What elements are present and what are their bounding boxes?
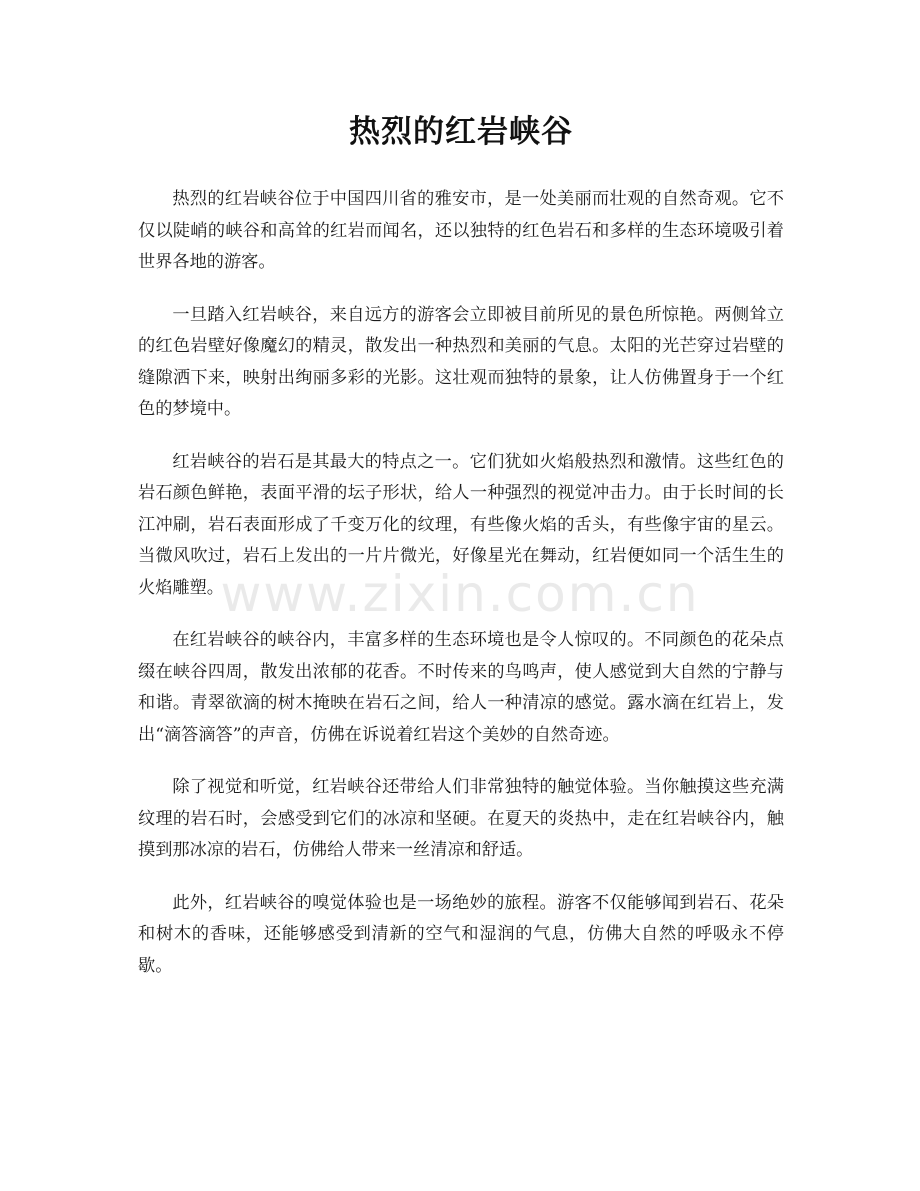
paragraph-4: 在红岩峡谷的峡谷内，丰富多样的生态环境也是令人惊叹的。不同颜色的花朵点缀在峡谷四周，散发出浓郁的花香。不时传来的鸟鸣声，使人感觉到大自然的宁静与和谐。青翠欲滴的树木掩映在岩石之间，给人一种清凉的感觉。露水滴在红岩上，发出“滴答滴答”的声音，仿佛在诉说着红岩这个美妙的自然奇迹。 (138, 630, 784, 745)
paragraph-5: 除了视觉和听觉，红岩峡谷还带给人们非常独特的触觉体验。当你触摸这些充满纹理的岩石时，会感受到它们的冰凉和坚硬。在夏天的炎热中，走在红岩峡谷内，触摸到那冰凉的岩石，仿佛给人带来一丝清凉和舒适。 (138, 777, 784, 860)
paragraph-1: 热烈的红岩峡谷位于中国四川省的雅安市，是一处美丽而壮观的自然奇观。它不仅以陡峭的峡谷和高耸的红岩而闻名，还以独特的红色岩石和多样的生态环境吸引着世界各地的游客。 (138, 189, 784, 272)
paragraph-6: 此外，红岩峡谷的嗅觉体验也是一场绝妙的旅程。游客不仅能够闻到岩石、花朵和树木的香味，还能够感受到清新的空气和湿润的气息，仿佛大自然的呼吸永不停歇。 (138, 892, 784, 976)
watermark: www.zixin.com.cn (220, 565, 700, 623)
document-body (138, 184, 784, 982)
document-page (138, 0, 784, 1003)
document-title: 热烈的红岩峡谷 (349, 114, 573, 150)
paragraph-2: 一旦踏入红岩峡谷，来自远方的游客会立即被目前所见的景色所惊艳。两侧耸立的红色岩壁好像魔幻的精灵，散发出一种热烈和美丽的气息。太阳的光芒穿过岩壁的缝隙洒下来，映射出绚丽多彩的光影。这壮观而独特的景象，让人仿佛置身于一个红色的梦境中。 (138, 304, 784, 419)
paragraph-3: 红岩峡谷的岩石是其最大的特点之一。它们犹如火焰般热烈和激情。这些红色的岩石颜色鲜艳，表面平滑的坛子形状，给人一种强烈的视觉冲击力。由于长时间的长江冲刷，岩石表面形成了千变万化的纹理，有些像火焰的舌头，有些像宇宙的星云。当微风吹过，岩石上发出的一片片微光，好像星光在舞动，红岩便如同一个活生生的火焰雕塑。 (138, 451, 784, 598)
